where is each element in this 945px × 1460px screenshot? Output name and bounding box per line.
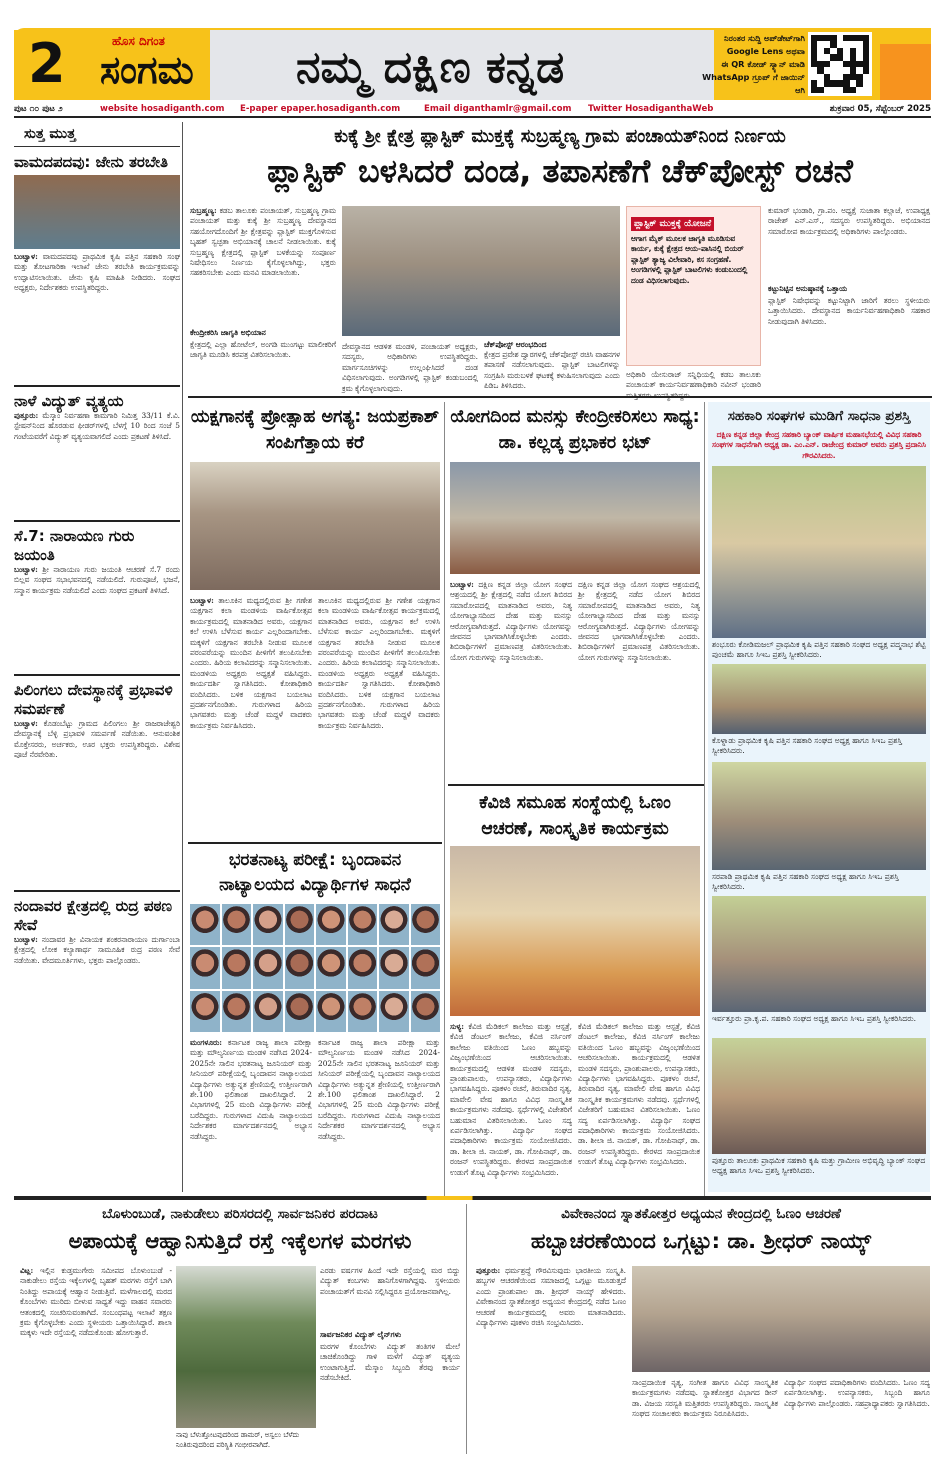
sidebar-label-text: ಸುತ್ತ ಮುತ್ತ bbox=[24, 126, 76, 142]
sidebar-rule bbox=[182, 122, 183, 1192]
bharata-photo-grid bbox=[190, 904, 440, 1032]
student-portrait bbox=[253, 904, 283, 945]
qr-caption-line4: WhatsApp ಗ್ರೂಪ್ ಗೆ ಜಾಯಿನ್ ಆಗಿ bbox=[702, 72, 805, 95]
onam-col2: ಕೆವಿಜಿ ಮೆಡಿಕಲ್ ಕಾಲೇಜು ಮತ್ತು ಆಸ್ಪತ್ರೆ, ಕೆವಿಜಿ ಡೆಂಟಲ್ ಕಾಲೇಜು, ಕೆವಿಜಿ ನರ್ಸಿಂಗ್ ಕಾಲೇಜು ವತಿಯಿಂದ ಓಣಂ ಹಬ್ಬವನ್ನು ವಿಜೃಂಭಣೆಯಿಂದ ಆಚರಿಸಲಾಯಿತು. ಕಾರ್ಯಕ್ರಮದಲ್ಲಿ ಆಡಳಿತ ಮಂಡಳಿ ಸದಸ್ಯರು, ಪ್ರಾಂಶುಪಾಲರು, ಉಪನ್ಯಾಸಕರು, ವಿದ್ಯಾರ್ಥಿಗಳು ಭಾಗವಹಿಸಿದ್ದರು. ಪೂಕಳಂ ರಚನೆ, ತಿರುವಾದಿರ ನೃತ್ಯ, ಮಾವೇಲಿ ವೇಷ ಹಾಗೂ ವಿವಿಧ ಸಾಂಸ್ಕೃತಿಕ ಕಾರ್ಯಕ್ರಮಗಳು ನಡೆದವು. ಸ್ಪರ್ಧೆಗಳಲ್ಲಿ ವಿಜೇತರಿಗೆ ಬಹುಮಾನ ವಿತರಿಸಲಾಯಿತು. ಓಣಂ ಸದ್ಯ ಏರ್ಪಡಿಸಲಾಗಿತ್ತು. ವಿದ್ಯಾರ್ಥಿ ಸಂಘದ ಪದಾಧಿಕಾರಿಗಳು ಕಾರ್ಯಕ್ರಮ ಸಂಯೋಜಿಸಿದರು. ಡಾ. ಶೀಲಾ ಜಿ. ನಾಯಕ್, ಡಾ. ಗೋಪಿನಾಥ್, ಡಾ. ರಂಜನ್ ಉಪಸ್ಥಿತರಿದ್ದರು. ಕೇರಳದ ಸಾಂಪ್ರದಾಯಿಕ ಉಡುಗೆ ತೊಟ್ಟ ವಿದ್ಯಾರ್ಥಿಗಳು ಸಂಭ್ರಮಿಸಿದರು. bbox=[578, 1022, 700, 1167]
student-portrait bbox=[411, 991, 441, 1032]
trees-dateline: ವಿಟ್ಲ: bbox=[20, 1266, 34, 1275]
info-website[interactable]: website hosadiganth.com bbox=[100, 104, 225, 114]
qr-caption bbox=[690, 32, 805, 97]
student-portrait bbox=[411, 904, 441, 945]
divider bbox=[14, 385, 180, 387]
coop-subhead: ದಕ್ಷಿಣ ಕನ್ನಡ ಜಿಲ್ಲಾ ಕೇಂದ್ರ ಸಹಕಾರಿ ಬ್ಯಾಂಕ್ ವಾರ್ಷಿಕ ಮಹಾಸಭೆಯಲ್ಲಿ ವಿವಿಧ ಸಹಕಾರಿ ಸಂಘಗಳ ಸಾಧನೆಗಾಗಿ ಅಧ್ಯಕ್ಷ ಡಾ. ಎಂ.ಎನ್. ರಾಜೇಂದ್ರ ಕುಮಾರ್ ಅವರು ಪ್ರಶಸ್ತಿ ಪ್ರದಾನಿಸಿ ಗೌರವಿಸಿದರು. bbox=[712, 430, 926, 460]
student-portrait bbox=[348, 991, 378, 1032]
bharata-dateline: ಮಂಗಳೂರು: bbox=[190, 1038, 223, 1047]
section-title: ನಮ್ಮ ದಕ್ಷಿಣ ಕನ್ನಡ bbox=[296, 42, 565, 93]
info-epaper[interactable]: E-paper epaper.hosadiganth.com bbox=[240, 104, 401, 114]
box-text: ಆಗಾಗ ಮೈಕ್ ಮೂಲಕ ಜಾಗೃತಿ ಮೂಡಿಸುವ ಕಾರ್ಯ, ಕುಕ್ಕೆ ಕ್ಷೇತ್ರದ ಆಯ-ಪಾಸಿನಲ್ಲಿ ಬಿಯರ್ ಪ್ಲಾಸ್ಟಿಕ್ ತ್ಯಾಜ್ಯ ವಿಲೇವಾರಿ, ಕಸ ಸಂಗ್ರಹಣೆ. ಅಂಗಡಿಗಳಲ್ಲಿ ಪ್ಲಾಸ್ಟಿಕ್ ಬಾಟಲಿಗಳು ಕಂಡುಬಂದಲ್ಲಿ ದಂಡ ವಿಧಿಸಲಾಗುವುದು. bbox=[631, 234, 748, 285]
sidebar-item bbox=[14, 392, 180, 515]
sidebar-item-body bbox=[14, 935, 180, 1085]
sidebar-item-heading: ಪಿಲಿಂಗಲು ದೇವಸ್ಥಾನಕ್ಕೆ ಪ್ರಭಾವಳಿ ಸಮರ್ಪಣೆ bbox=[14, 681, 173, 718]
sidebar-item-body bbox=[14, 565, 180, 669]
sidebar-item-heading: ವಾಮದಪದವು: ಜೇನು ತರಬೇತಿ bbox=[14, 153, 168, 171]
sidebar-item-lead: ಬಂಟ್ವಾಳ: bbox=[14, 935, 38, 944]
lead-subhead1: ಕೇಂದ್ರೀಕರಿಸಿ ಜಾಗೃತಿ ಅಭಿಯಾನ bbox=[190, 328, 266, 337]
info-twitter[interactable]: Twitter HosadiganthaWeb bbox=[588, 104, 714, 114]
viv-col3: ವಿದ್ಯಾರ್ಥಿ ಸಂಘದ ಪದಾಧಿಕಾರಿಗಳು ವಂದಿಸಿದರು. ಓಣಂ ಸದ್ಯ ಏರ್ಪಡಿಸಲಾಗಿತ್ತು. ಉಪನ್ಯಾಸಕರು, ಸಿಬ್ಬಂದಿ ಹಾಗೂ ವಿದ್ಯಾರ್ಥಿಗಳು ಪಾಲ್ಗೊಂಡರು. ಸಹಪ್ರಾಧ್ಯಾಪಕರು ಸ್ವಾಗತಿಸಿದರು. bbox=[784, 1378, 930, 1408]
coop-headline: ಸಹಕಾರಿ ಸಂಘಗಳ ಮುಡಿಗೆ ಸಾಧನಾ ಪ್ರಶಸ್ತಿ bbox=[727, 408, 911, 424]
trees-kicker: ಬೊಳುಂಬುಡೆ, ನಾಕುಡೇಲು ಪರಿಸರದಲ್ಲಿ ಸಾರ್ವಜನಿಕರ ಪರದಾಟ bbox=[102, 1206, 378, 1222]
coop-photo-2 bbox=[712, 664, 926, 734]
yaksha-photo bbox=[190, 462, 440, 590]
orange-corner-block bbox=[880, 44, 931, 100]
sidebar-item-text: ಮೆಸ್ಕಾಂ ನಿರ್ವಹಣಾ ಕಾಮಗಾರಿ ನಿಮಿತ್ತ 33/11 ಕೆ.ವಿ. ಸ್ಟೇಷನ್‌ನಿಂದ ಹೊರಡುವ ಫೀಡರ್‌ಗಳಲ್ಲಿ ಬೆಳಗ್ಗೆ 10 ರಿಂದ ಸಂಜೆ 5 ಗಂಟೆಯವರೆಗೆ ವಿದ್ಯುತ್ ವ್ಯತ್ಯಯವಾಗಲಿದೆ ಎಂದು ಪ್ರಕಟಣೆ ತಿಳಿಸಿದೆ. bbox=[14, 411, 180, 441]
sidebar-item-text: ಶ್ರೀ ನಾರಾಯಣ ಗುರು ಜಯಂತಿ ಆಚರಣೆ ಸೆ.7 ರಂದು ಬಿಲ್ಲವ ಸಂಘದ ಸಭಾಭವನದಲ್ಲಿ ನಡೆಯಲಿದೆ. ಗುರುಪೂಜೆ, ಭಜನೆ, ಸನ್ಮಾನ ಕಾರ್ಯಕ್ರಮ ನಡೆಯಲಿದೆ ಎಂದು ಸಂಘದ ಪ್ರಕಟಣೆ ತಿಳಿಸಿದೆ. bbox=[14, 565, 180, 595]
coop-photo-1 bbox=[712, 466, 926, 638]
coop-caption-5: ಪುತ್ತೂರು ತಾಲೂಕು ಪ್ರಾಥಮಿಕ ಸಹಕಾರಿ ಕೃಷಿ ಮತ್ತು ಗ್ರಾಮೀಣ ಅಭಿವೃದ್ಧಿ ಬ್ಯಾಂಕ್ ಸಂಘದ ಅಧ್ಯಕ್ಷ ಹಾಗೂ ಸಿಇಒ ಪ್ರಶಸ್ತಿ ಸ್ವೀಕರಿಸಿದರು. bbox=[712, 1156, 926, 1176]
yoga-col2: ದಕ್ಷಿಣ ಕನ್ನಡ ಜಿಲ್ಲಾ ಯೋಗ ಸಂಘದ ಆಶ್ರಯದಲ್ಲಿ ಶ್ರೀ ಕ್ಷೇತ್ರದಲ್ಲಿ ನಡೆದ ಯೋಗ ಶಿಬಿರದ ಸಮಾರೋಪದಲ್ಲಿ ಮಾತನಾಡಿದ ಅವರು, ನಿತ್ಯ ಯೋಗಾಭ್ಯಾಸದಿಂದ ದೇಹ ಮತ್ತು ಮನಸ್ಸು ಆರೋಗ್ಯವಾಗಿರುತ್ತದೆ. ವಿದ್ಯಾರ್ಥಿಗಳು ಯೋಗವನ್ನು ಜೀವನದ ಭಾಗವಾಗಿಸಿಕೊಳ್ಳಬೇಕು ಎಂದರು. ಶಿಬಿರಾರ್ಥಿಗಳಿಗೆ ಪ್ರಮಾಣಪತ್ರ ವಿತರಿಸಲಾಯಿತು. ಯೋಗ ಗುರುಗಳನ್ನು ಸನ್ಮಾನಿಸಲಾಯಿತು. bbox=[578, 580, 700, 662]
sidebar-item bbox=[14, 681, 180, 885]
lead-photo bbox=[342, 206, 620, 336]
sidebar-item-text: ನಂದಾವರ ಶ್ರೀ ವಿನಾಯಕ ಶಂಕರನಾರಾಯಣ ದುರ್ಗಾಂಬಾ ಕ್ಷೇತ್ರದಲ್ಲಿ ಲೋಕ ಕಲ್ಯಾಣಾರ್ಥ ಸಾಮೂಹಿಕ ರುದ್ರ ಪಠಣ ಸೇವೆ ನಡೆಯಿತು. ವೇದಮೂರ್ತಿಗಳು, ಭಕ್ತರು ಪಾಲ್ಗೊಂಡರು. bbox=[14, 935, 180, 965]
sidebar-item bbox=[14, 153, 180, 380]
bharata-headline: ಭರತನಾಟ್ಯ ಪರೀಕ್ಷೆ: ಬೃಂದಾವನ ನಾಟ್ಯಾಲಯದ ವಿದ್ಯಾರ್ಥಿಗಳ ಸಾಧನೆ bbox=[219, 850, 411, 895]
sidebar-item-heading: ಸೆ.7: ನಾರಾಯಣ ಗುರು ಜಯಂತಿ bbox=[14, 527, 135, 564]
student-portrait bbox=[411, 947, 441, 988]
trees-col1 bbox=[20, 1266, 172, 1452]
lead-col5: ಕುಮಾರ್ ಭಂಡಾರಿ, ಗ್ರಾ.ಪಂ. ಅಧ್ಯಕ್ಷೆ ಸುಜಾತಾ ಕಲ್ಲಾಜೆ, ಉಪಾಧ್ಯಕ್ಷ ರಾಜೇಶ್ ಎನ್.ಎಸ್., ಸದಸ್ಯರು ಉಪಸ್ಥಿತರಿದ್ದರು. ಅಭಿಯಾನದ ಸಮಾರೋಪ ಕಾರ್ಯಕ್ರಮದಲ್ಲಿ ಅಧಿಕಾರಿಗಳು ಪಾಲ್ಗೊಂಡರು. bbox=[768, 206, 930, 236]
sidebar-item-text: ವಾಮದಪದವು ಪ್ರಾಥಮಿಕ ಕೃಷಿ ಪತ್ತಿನ ಸಹಕಾರಿ ಸಂಘ ಮತ್ತು ತೋಟಗಾರಿಕಾ ಇಲಾಖೆ ಜೇನು ತರಬೇತಿ ಕಾರ್ಯಕ್ರಮವನ್ನು ಉದ್ಘಾಟಿಸಲಾಯಿತು. ಜೇನು ಕೃಷಿ ಮಾಹಿತಿ ನೀಡಿದರು. ಸಂಘದ ಅಧ್ಯಕ್ಷರು, ನಿರ್ದೇಶಕರು ಉಪಸ್ಥಿತರಿದ್ದರು. bbox=[14, 252, 180, 293]
student-portrait bbox=[222, 947, 252, 988]
viv-text: ಧರ್ಮಶ್ರದ್ಧೆ ಗೌರವಿಸುವುದು ಭಾರತೀಯ ಸಂಸ್ಕೃತಿ. ಹಬ್ಬಗಳ ಆಚರಣೆಯಿಂದ ಸಮಾಜದಲ್ಲಿ ಒಗ್ಗಟ್ಟು ಮೂಡುತ್ತದೆ ಎಂದು ಪ್ರಾಂಶುಪಾಲ ಡಾ. ಶ್ರೀಧರ್ ನಾಯ್ಕ್ ಹೇಳಿದರು. ವಿವೇಕಾನಂದ ಸ್ನಾತಕೋತ್ತರ ಅಧ್ಯಯನ ಕೇಂದ್ರದಲ್ಲಿ ನಡೆದ ಓಣಂ ಆಚರಣೆ ಕಾರ್ಯಕ್ರಮದಲ್ಲಿ ಅವರು ಮಾತನಾಡಿದರು. ವಿದ್ಯಾರ್ಥಿಗಳು ಪೂಕಳಂ ರಚಿಸಿ ಸಂಭ್ರಮಿಸಿದರು. bbox=[476, 1266, 627, 1328]
page-number: 2 bbox=[28, 32, 66, 95]
yoga-headline: ಯೋಗದಿಂದ ಮನಸ್ಸು ಕೇಂದ್ರೀಕರಿಸಲು ಸಾಧ್ಯ: ಡಾ. ಕಲ್ಲಡ್ಕ ಪ್ರಭಾಕರ ಭಟ್ bbox=[450, 407, 700, 453]
info-email[interactable]: Email diganthamlr@gmail.com bbox=[424, 104, 572, 114]
trees-text: ಇಲ್ಲಿನ ಕುಡ್ತಮುಗೇರು ಸಮೀಪದ ಬೊಳುಂಬುಡೆ - ನಾಕುಡೇಲು ರಸ್ತೆಯ ಇಕ್ಕೆಲಗಳಲ್ಲಿ ಬೃಹತ್ ಮರಗಳು ರಸ್ತೆಗೆ ಬಾಗಿ ನಿಂತಿದ್ದು ಅಪಾಯಕ್ಕೆ ಆಹ್ವಾನ ನೀಡುತ್ತಿವೆ. ಮಳೆಗಾಲದಲ್ಲಿ ಮರದ ಕೊಂಬೆಗಳು ಮುರಿದು ಬೀಳುವ ಸಾಧ್ಯತೆ ಇದ್ದು ವಾಹನ ಸವಾರರು ಆತಂಕದಲ್ಲಿ ಸಂಚರಿಸುವಂತಾಗಿದೆ. ಸಂಬಂಧಪಟ್ಟ ಇಲಾಖೆ ತಕ್ಷಣ ಕ್ರಮ ಕೈಗೊಳ್ಳಬೇಕು ಎಂದು ಸ್ಥಳೀಯರು ಒತ್ತಾಯಿಸಿದ್ದಾರೆ. ಶಾಲಾ ಮಕ್ಕಳು ಇದೇ ರಸ್ತೆಯಲ್ಲಿ ನಡೆದುಕೊಂಡು ಹೋಗುತ್ತಾರೆ. bbox=[20, 1266, 172, 1338]
lead-col5b: ಪ್ಲಾಸ್ಟಿಕ್ ನಿಷೇಧವನ್ನು ಕಟ್ಟುನಿಟ್ಟಾಗಿ ಜಾರಿಗೆ ತರಲು ಸ್ಥಳೀಯರು ಒತ್ತಾಯಿಸಿದರು. ದೇವಸ್ಥಾನದ ಕಾರ್ಯನಿರ್ವಹಣಾಧಿಕಾರಿ ಸಹಕಾರ ನೀಡುವುದಾಗಿ ತಿಳಿಸಿದರು. bbox=[768, 296, 930, 326]
lead-dateline: ಸುಬ್ರಹ್ಮಣ್ಯ: bbox=[190, 206, 217, 215]
lead-col1b: ಕ್ಷೇತ್ರದಲ್ಲಿ ಎಲ್ಲಾ ಹೋಟೆಲ್, ಅಂಗಡಿ ಮುಂಗಟ್ಟು ಮಾಲೀಕರಿಗೆ ಜಾಗೃತಿ ಮೂಡಿಸಿ ಕರಪತ್ರ ವಿತರಿಸಲಾಯಿತು. bbox=[190, 340, 336, 360]
info-date: ಶುಕ್ರವಾರ 05, ಸೆಪ್ಟೆಂಬರ್ 2025 bbox=[829, 104, 931, 114]
student-portrait bbox=[316, 904, 346, 945]
bharata-col2: ಕರ್ನಾಟಕ ರಾಜ್ಯ ಶಾಲಾ ಪರೀಕ್ಷಾ ಮತ್ತು ಮೌಲ್ಯನಿರ್ಣಯ ಮಂಡಳಿ ನಡೆಸಿದ 2024-2025ನೇ ಸಾಲಿನ ಭರತನಾಟ್ಯ ಜೂನಿಯರ್ ಮತ್ತು ಸೀನಿಯರ್ ಪರೀಕ್ಷೆಯಲ್ಲಿ ಬೃಂದಾವನ ನಾಟ್ಯಾಲಯದ ವಿದ್ಯಾರ್ಥಿಗಳು ಅತ್ಯುನ್ನತ ಶ್ರೇಣಿಯಲ್ಲಿ ಉತ್ತೀರ್ಣರಾಗಿ ಶೇ.100 ಫಲಿತಾಂಶ ದಾಖಲಿಸಿದ್ದಾರೆ. 2 ವಿಭಾಗಗಳಲ್ಲಿ 25 ಮಂದಿ ವಿದ್ಯಾರ್ಥಿಗಳು ಪರೀಕ್ಷೆ ಬರೆದಿದ್ದರು. ಗುರುಗಳಾದ ವಿದುಷಿ ನಾಟ್ಯಾಲಯದ ನಿರ್ದೇಶಕರ ಮಾರ್ಗದರ್ಶನದಲ್ಲಿ ಅಭ್ಯಾಸ ನಡೆಸಿದ್ದರು. bbox=[318, 1038, 440, 1141]
viv-col1 bbox=[476, 1266, 626, 1452]
yoga-dateline: ಬಂಟ್ವಾಳ: bbox=[450, 580, 474, 589]
qr-code[interactable] bbox=[808, 32, 872, 96]
sidebar-item-lead: ಬಂಟ್ವಾಳ: bbox=[14, 252, 38, 261]
viv-headline: ಹಬ್ಬಾಚರಣೆಯಿಂದ ಒಗ್ಗಟ್ಟು: ಡಾ. ಶ್ರೀಧರ್ ನಾಯ್ಕ್ bbox=[530, 1229, 872, 1253]
sidebar-item-body bbox=[14, 719, 180, 885]
info-bar bbox=[14, 100, 931, 118]
lead-col1 bbox=[190, 206, 336, 326]
student-portrait bbox=[316, 991, 346, 1032]
lead-headline: ಪ್ಲಾಸ್ಟಿಕ್ ಬಳಸಿದರೆ ದಂಡ, ತಪಾಸಣೆಗೆ ಚೆಕ್‌ಪೋಸ್ಟ್ ರಚನೆ bbox=[267, 152, 853, 190]
sidebar-item bbox=[14, 897, 180, 1085]
student-portrait bbox=[253, 947, 283, 988]
lead-col1-text: ಕಡಬ ತಾಲೂಕು ಪಂಚಾಯತ್, ಸುಬ್ರಹ್ಮಣ್ಯ ಗ್ರಾಮ ಪಂಚಾಯತ್ ಮತ್ತು ಕುಕ್ಕೆ ಶ್ರೀ ಸುಬ್ರಹ್ಮಣ್ಯ ದೇವಸ್ಥಾನದ ಸಹಯೋಗದೊಂದಿಗೆ ಶ್ರೀ ಕ್ಷೇತ್ರವನ್ನು ಪ್ಲಾಸ್ಟಿಕ್ ಮುಕ್ತಗೊಳಿಸುವ ಬೃಹತ್ ಸ್ವಚ್ಛತಾ ಅಭಿಯಾನಕ್ಕೆ ಚಾಲನೆ ನೀಡಲಾಯಿತು. ಕುಕ್ಕೆ ಸುಬ್ರಹ್ಮಣ್ಯ ಕ್ಷೇತ್ರದಲ್ಲಿ ಪ್ಲಾಸ್ಟಿಕ್ ಬಳಕೆಯನ್ನು ಸಂಪೂರ್ಣ ನಿಷೇಧಿಸಲು ನಿರ್ಣಯ ಕೈಗೊಳ್ಳಲಾಗಿದ್ದು, ಭಕ್ತರು ಸಹಕರಿಸಬೇಕು ಎಂದು ಮನವಿ ಮಾಡಲಾಯಿತು. bbox=[190, 206, 336, 278]
student-portrait bbox=[190, 904, 220, 945]
sidebar-item-heading: ನಂದಾವರ ಕ್ಷೇತ್ರದಲ್ಲಿ ರುದ್ರ ಪಠಣ ಸೇವೆ bbox=[14, 897, 173, 934]
box-title: ಪ್ಲಾಸ್ಟಿಕ್ ಮುಕ್ತಕ್ಕೆ ಯೋಜನೆ bbox=[631, 217, 714, 231]
coop-caption-1: ಶಂಭೂರು ಕೋಡಿಮಜಲ್ ಪ್ರಾಥಮಿಕ ಕೃಷಿ ಪತ್ತಿನ ಸಹಕಾರಿ ಸಂಘದ ಅಧ್ಯಕ್ಷ ಪದ್ಮನಾಭ ಶೆಟ್ಟಿ ಪುಂಚಮೆ ಹಾಗೂ ಸಿಇಒ ಪ್ರಶಸ್ತಿ ಸ್ವೀಕರಿಸಿದರು. bbox=[712, 640, 926, 660]
trees-photo bbox=[176, 1266, 316, 1428]
student-portrait bbox=[285, 904, 315, 945]
yaksha-col1 bbox=[190, 596, 312, 836]
plastic-plan-box bbox=[626, 206, 761, 366]
yoga-col1 bbox=[450, 580, 572, 780]
yoga-text: ದಕ್ಷಿಣ ಕನ್ನಡ ಜಿಲ್ಲಾ ಯೋಗ ಸಂಘದ ಆಶ್ರಯದಲ್ಲಿ ಶ್ರೀ ಕ್ಷೇತ್ರದಲ್ಲಿ ನಡೆದ ಯೋಗ ಶಿಬಿರದ ಸಮಾರೋಪದಲ್ಲಿ ಮಾತನಾಡಿದ ಅವರು, ನಿತ್ಯ ಯೋಗಾಭ್ಯಾಸದಿಂದ ದೇಹ ಮತ್ತು ಮನಸ್ಸು ಆರೋಗ್ಯವಾಗಿರುತ್ತದೆ. ವಿದ್ಯಾರ್ಥಿಗಳು ಯೋಗವನ್ನು ಜೀವನದ ಭಾಗವಾಗಿಸಿಕೊಳ್ಳಬೇಕು ಎಂದರು. ಶಿಬಿರಾರ್ಥಿಗಳಿಗೆ ಪ್ರಮಾಣಪತ್ರ ವಿತರಿಸಲಾಯಿತು. ಯೋಗ ಗುರುಗಳನ್ನು ಸನ್ಮಾನಿಸಲಾಯಿತು. bbox=[450, 580, 572, 662]
lead-subhead2: ಚೆಕ್‌ಪೋಸ್ಟ್ ಆರಂಭದಿಂದ bbox=[484, 340, 547, 349]
sidebar-item-lead: ಬಂಟ್ವಾಳ: bbox=[14, 719, 38, 728]
trees-col3: ಎರಡು ವರ್ಷಗಳ ಹಿಂದೆ ಇದೇ ರಸ್ತೆಯಲ್ಲಿ ಮರ ಬಿದ್ದು ವಿದ್ಯುತ್ ಕಂಬಗಳು ಹಾನಿಗೊಳಗಾಗಿದ್ದವು. ಸ್ಥಳೀಯರು ಪಂಚಾಯತ್‌ಗೆ ಮನವಿ ಸಲ್ಲಿಸಿದ್ದರೂ ಪ್ರಯೋಜನವಾಗಿಲ್ಲ. bbox=[320, 1266, 460, 1296]
mid-rule-1 bbox=[444, 402, 445, 1196]
divider bbox=[14, 674, 180, 676]
divider bbox=[14, 520, 180, 522]
sidebar-item-heading: ನಾಳೆ ವಿದ್ಯುತ್ ವ್ಯತ್ಯಯ bbox=[14, 392, 124, 410]
honey-training-photo bbox=[14, 175, 180, 249]
yaksha-headline: ಯಕ್ಷಗಾನಕ್ಕೆ ಪ್ರೋತ್ಸಾಹ ಅಗತ್ಯ: ಜಯಪ್ರಕಾಶ್ ಸಂಪಿಗೆತ್ತಾಯ ಕರೆ bbox=[190, 407, 440, 453]
trees-subhead: ಸಾರ್ವಜನಿಕರ ವಿದ್ಯುತ್ ಲೈನ್‌ಗಳು bbox=[320, 1330, 402, 1339]
onam-headline: ಕೆವಿಜಿ ಸಮೂಹ ಸಂಸ್ಥೆಯಲ್ಲಿ ಓಣಂ ಆಚರಣೆ, ಸಾಂಸ್ಕೃತಿಕ ಕಾರ್ಯಕ್ರಮ bbox=[479, 793, 671, 839]
onam-dateline: ಸುಳ್ಯ: bbox=[450, 1022, 465, 1031]
student-portrait bbox=[379, 947, 409, 988]
yaksha-dateline: ಬಂಟ್ವಾಳ: bbox=[190, 596, 214, 605]
lead-footer: ಅಧಿಕಾರಿ ಯೇಸುರಾಜ್ ಸನ್ನಿಧಿಯಲ್ಲಿ ಕಡಬ ತಾಲೂಕು ಪಂಚಾಯತ್ ಕಾರ್ಯನಿರ್ವಹಣಾಧಿಕಾರಿ ನವೀನ್ ಭಂಡಾರಿ bbox=[626, 370, 761, 390]
yaksha-col2: ತಾಲೂಕಿನ ಮಧ್ಯದಲ್ಲಿರುವ ಶ್ರೀ ಗಣೇಶ ಯಕ್ಷಗಾನ ಕಲಾ ಮಂಡಳಿಯ ವಾರ್ಷಿಕೋತ್ಸವ ಕಾರ್ಯಕ್ರಮದಲ್ಲಿ ಮಾತನಾಡಿದ ಅವರು, ಯಕ್ಷಗಾನ ಕಲೆ ಉಳಿಸಿ ಬೆಳೆಸುವ ಕಾರ್ಯ ಎಲ್ಲರಿಂದಾಗಬೇಕು. ಮಕ್ಕಳಿಗೆ ಯಕ್ಷಗಾನ ತರಬೇತಿ ನೀಡುವ ಮೂಲಕ ಪರಂಪರೆಯನ್ನು ಮುಂದಿನ ಪೀಳಿಗೆಗೆ ತಲುಪಿಸಬೇಕು ಎಂದರು. ಹಿರಿಯ ಕಲಾವಿದರನ್ನು ಸನ್ಮಾನಿಸಲಾಯಿತು. ಮಂಡಳಿಯ ಅಧ್ಯಕ್ಷರು ಅಧ್ಯಕ್ಷತೆ ವಹಿಸಿದ್ದರು. ಕಾರ್ಯದರ್ಶಿ ಸ್ವಾಗತಿಸಿದರು. ಕೋಶಾಧಿಕಾರಿ ವಂದಿಸಿದರು. ಬಳಿಕ ಯಕ್ಷಗಾನ ಬಯಲಾಟ ಪ್ರದರ್ಶನಗೊಂಡಿತು. ಗುರುಗಳಾದ ಹಿರಿಯ ಭಾಗವತರು ಮತ್ತು ಚೆಂಡೆ ಮದ್ದಳೆ ವಾದಕರು ಕಾರ್ಯಕ್ರಮ ನಿರ್ವಹಿಸಿದರು. bbox=[318, 596, 440, 730]
bharata-top-rule bbox=[188, 842, 442, 844]
sidebar-item-text: ಕೊಡಂಬೆಟ್ಟು ಗ್ರಾಮದ ಪಿಲಿಂಗಲು ಶ್ರೀ ರಾಜರಾಜೇಶ್ವರಿ ದೇವಸ್ಥಾನಕ್ಕೆ ಬೆಳ್ಳಿ ಪ್ರಭಾವಳಿ ಸಮರ್ಪಣೆ ನಡೆಯಿತು. ಆನುವಂಶಿಕ ಮೊಕ್ತೇಸರರು, ಅರ್ಚಕರು, ಊರ ಭಕ್ತರು ಉಪಸ್ಥಿತರಿದ್ದರು. ವಿಶೇಷ ಪೂಜೆ ನೆರವೇರಿತು. bbox=[14, 719, 180, 760]
qr-caption-line3: ಈ QR ಕೋಡ್ ಸ್ಕ್ಯಾನ್ ಮಾಡಿ bbox=[721, 59, 805, 69]
student-portrait bbox=[253, 991, 283, 1032]
coop-caption-4: ಇರ್ವತ್ತೂರು ಪ್ರಾ.ಕೃ.ಪ. ಸಹಕಾರಿ ಸಂಘದ ಅಧ್ಯಕ್ಷ ಹಾಗೂ ಸಿಇಒ ಪ್ರಶಸ್ತಿ ಸ್ವೀಕರಿಸಿದರು. bbox=[712, 1014, 917, 1023]
student-portrait bbox=[285, 991, 315, 1032]
onam-col1 bbox=[450, 1022, 572, 1192]
trees-headline: ಅಪಾಯಕ್ಕೆ ಆಹ್ವಾನಿಸುತ್ತಿದೆ ರಸ್ತೆ ಇಕ್ಕೆಲಗಳ ಮರಗಳು bbox=[68, 1229, 412, 1253]
sidebar-item bbox=[14, 527, 180, 669]
qr-caption-line2: Google Lens ಅಥವಾ bbox=[726, 46, 805, 56]
yaksha-text: ತಾಲೂಕಿನ ಮಧ್ಯದಲ್ಲಿರುವ ಶ್ರೀ ಗಣೇಶ ಯಕ್ಷಗಾನ ಕಲಾ ಮಂಡಳಿಯ ವಾರ್ಷಿಕೋತ್ಸವ ಕಾರ್ಯಕ್ರಮದಲ್ಲಿ ಮಾತನಾಡಿದ ಅವರು, ಯಕ್ಷಗಾನ ಕಲೆ ಉಳಿಸಿ ಬೆಳೆಸುವ ಕಾರ್ಯ ಎಲ್ಲರಿಂದಾಗಬೇಕು. ಮಕ್ಕಳಿಗೆ ಯಕ್ಷಗಾನ ತರಬೇತಿ ನೀಡುವ ಮೂಲಕ ಪರಂಪರೆಯನ್ನು ಮುಂದಿನ ಪೀಳಿಗೆಗೆ ತಲುಪಿಸಬೇಕು ಎಂದರು. ಹಿರಿಯ ಕಲಾವಿದರನ್ನು ಸನ್ಮಾನಿಸಲಾಯಿತು. ಮಂಡಳಿಯ ಅಧ್ಯಕ್ಷರು ಅಧ್ಯಕ್ಷತೆ ವಹಿಸಿದ್ದರು. ಕಾರ್ಯದರ್ಶಿ ಸ್ವಾಗತಿಸಿದರು. ಕೋಶಾಧಿಕಾರಿ ವಂದಿಸಿದರು. ಬಳಿಕ ಯಕ್ಷಗಾನ ಬಯಲಾಟ ಪ್ರದರ್ಶನಗೊಂಡಿತು. ಗುರುಗಳಾದ ಹಿರಿಯ ಭಾಗವತರು ಮತ್ತು ಚೆಂಡೆ ಮದ್ದಳೆ ವಾದಕರು ಕಾರ್ಯಕ್ರಮ ನಿರ್ವಹಿಸಿದರು. bbox=[190, 596, 312, 730]
onam-text: ಕೆವಿಜಿ ಮೆಡಿಕಲ್ ಕಾಲೇಜು ಮತ್ತು ಆಸ್ಪತ್ರೆ, ಕೆವಿಜಿ ಡೆಂಟಲ್ ಕಾಲೇಜು, ಕೆವಿಜಿ ನರ್ಸಿಂಗ್ ಕಾಲೇಜು ವತಿಯಿಂದ ಓಣಂ ಹಬ್ಬವನ್ನು ವಿಜೃಂಭಣೆಯಿಂದ ಆಚರಿಸಲಾಯಿತು. ಕಾರ್ಯಕ್ರಮದಲ್ಲಿ ಆಡಳಿತ ಮಂಡಳಿ ಸದಸ್ಯರು, ಪ್ರಾಂಶುಪಾಲರು, ಉಪನ್ಯಾಸಕರು, ವಿದ್ಯಾರ್ಥಿಗಳು ಭಾಗವಹಿಸಿದ್ದರು. ಪೂಕಳಂ ರಚನೆ, ತಿರುವಾದಿರ ನೃತ್ಯ, ಮಾವೇಲಿ ವೇಷ ಹಾಗೂ ವಿವಿಧ ಸಾಂಸ್ಕೃತಿಕ ಕಾರ್ಯಕ್ರಮಗಳು ನಡೆದವು. ಸ್ಪರ್ಧೆಗಳಲ್ಲಿ ವಿಜೇತರಿಗೆ ಬಹುಮಾನ ವಿತರಿಸಲಾಯಿತು. ಓಣಂ ಸದ್ಯ ಏರ್ಪಡಿಸಲಾಗಿತ್ತು. ವಿದ್ಯಾರ್ಥಿ ಸಂಘದ ಪದಾಧಿಕಾರಿಗಳು ಕಾರ್ಯಕ್ರಮ ಸಂಯೋಜಿಸಿದರು. ಡಾ. ಶೀಲಾ ಜಿ. ನಾಯಕ್, ಡಾ. ಗೋಪಿನಾಥ್, ಡಾ. ರಂಜನ್ ಉಪಸ್ಥಿತರಿದ್ದರು. ಕೇರಳದ ಸಾಂಪ್ರದಾಯಿಕ ಉಡುಗೆ ತೊಟ್ಟ ವಿದ್ಯಾರ್ಥಿಗಳು ಸಂಭ್ರಮಿಸಿದರು. bbox=[450, 1022, 572, 1177]
lead-bottom-rule bbox=[188, 396, 932, 398]
lead-kicker: ಕುಕ್ಕೆ ಶ್ರೀ ಕ್ಷೇತ್ರ ಪ್ಲಾಸ್ಟಿಕ್ ಮುಕ್ತಕ್ಕೆ ಸುಬ್ರಹ್ಮಣ್ಯ ಗ್ರಾಮ ಪಂಚಾಯತ್‌ನಿಂದ ನಿರ್ಣಯ bbox=[334, 126, 786, 147]
coop-caption-3: ಸರಪಾಡಿ ಪ್ರಾಥಮಿಕ ಕೃಷಿ ಪತ್ತಿನ ಸಹಕಾರಿ ಸಂಘದ ಅಧ್ಯಕ್ಷ ಹಾಗೂ ಸಿಇಒ ಪ್ರಶಸ್ತಿ ಸ್ವೀಕರಿಸಿದರು. bbox=[712, 872, 899, 892]
student-portrait bbox=[222, 991, 252, 1032]
coop-photo-3 bbox=[712, 762, 926, 870]
qr-module bbox=[863, 87, 869, 93]
student-portrait bbox=[316, 947, 346, 988]
student-portrait bbox=[285, 947, 315, 988]
student-portrait bbox=[348, 904, 378, 945]
sidebar bbox=[14, 122, 180, 1192]
viv-dateline: ಪುತ್ತೂರು: bbox=[476, 1266, 501, 1275]
bharata-col1 bbox=[190, 1038, 312, 1190]
student-portrait bbox=[222, 904, 252, 945]
bottom-mid-rule bbox=[466, 1204, 467, 1454]
sidebar-item-lead: ಬಂಟ್ವಾಳ: bbox=[14, 565, 38, 574]
coop-caption-2: ಕೊಳ್ನಾಡು ಪ್ರಾಥಮಿಕ ಕೃಷಿ ಪತ್ತಿನ ಸಹಕಾರಿ ಸಂಘದ ಅಧ್ಯಕ್ಷ ಹಾಗೂ ಸಿಇಒ ಪ್ರಶಸ್ತಿ ಸ್ವೀಕರಿಸಿದರು. bbox=[712, 736, 903, 756]
coop-photo-4 bbox=[712, 896, 926, 1012]
trees-col3b: ಮರಗಳ ಕೊಂಬೆಗಳು ವಿದ್ಯುತ್ ತಂತಿಗಳ ಮೇಲೆ ಚಾಚಿಕೊಂಡಿದ್ದು ಗಾಳಿ ಮಳೆಗೆ ವಿದ್ಯುತ್ ವ್ಯತ್ಯಯ ಉಂಟಾಗುತ್ತಿದೆ. ಮೆಸ್ಕಾಂ ಸಿಬ್ಬಂದಿ ತೆರವು ಕಾರ್ಯ ನಡೆಸಬೇಕಿದೆ. bbox=[320, 1342, 460, 1383]
lead-subhead3: ಕಟ್ಟುನಿಟ್ಟಿನ ಅನುಷ್ಠಾನಕ್ಕೆ ಒತ್ತಾಯ bbox=[768, 284, 848, 293]
yoga-photo bbox=[450, 462, 700, 574]
student-portrait bbox=[348, 947, 378, 988]
divider bbox=[14, 890, 180, 892]
trees-photo-caption: ನಾವು ಬೆಳುತ್ತೋಟವುದರಿಂದ ಡಾಮರ್, ಅಸ್ವಲು ಬೆಳೆದು ನಿಂತಿರುವುದರಿಂದ ಪರಿಸ್ಥಿತಿ ಗಂಭೀರವಾಗಿದೆ. bbox=[176, 1431, 300, 1449]
student-portrait bbox=[190, 947, 220, 988]
sidebar-label bbox=[14, 122, 180, 147]
bottom-divider bbox=[14, 1196, 931, 1200]
lead-col2: ದೇವಸ್ಥಾನದ ಆಡಳಿತ ಮಂಡಳಿ, ಪಂಚಾಯತ್ ಅಧ್ಯಕ್ಷರು, ಸದಸ್ಯರು, ಅಧಿಕಾರಿಗಳು ಉಪಸ್ಥಿತರಿದ್ದರು. ಮಾರ್ಗಸೂಚಿಗಳನ್ನು ಉಲ್ಲಂಘಿಸಿದರೆ ದಂಡ ವಿಧಿಸಲಾಗುವುದು. ಅಂಗಡಿಗಳಲ್ಲಿ ಪ್ಲಾಸ್ಟಿಕ್ ಕಂಡುಬಂದಲ್ಲಿ ಕ್ರಮ ಕೈಗೊಳ್ಳಲಾಗುವುದು. bbox=[342, 342, 478, 393]
mid-rule-2 bbox=[704, 402, 705, 1196]
coop-photo-5 bbox=[712, 1038, 926, 1154]
sidebar-item-lead: ಪುತ್ತೂರು: bbox=[14, 411, 39, 420]
viv-photo bbox=[632, 1266, 930, 1372]
yoga-rule bbox=[448, 784, 704, 786]
info-pages: ಪುಟ ೧೦ ಪುಟ ೨ bbox=[14, 104, 63, 114]
sidebar-item-body bbox=[14, 252, 180, 380]
qr-caption-line1: ನಿರಂತರ ಸುದ್ದಿ ಅಪ್‌ಡೇಟ್‌ಗಾಗಿ bbox=[724, 33, 805, 43]
viv-col2: ಸಾಂಪ್ರದಾಯಿಕ ನೃತ್ಯ, ಸಂಗೀತ ಹಾಗೂ ವಿವಿಧ ಸಾಂಸ್ಕೃತಿಕ ಕಾರ್ಯಕ್ರಮಗಳು ನಡೆದವು. ಸ್ನಾತಕೋತ್ತರ ವಿಭಾಗದ ಡೀನ್ ಡಾ. ವಿಜಯ ಸರಸ್ವತಿ ಮತ್ತಿತರರು ಉಪಸ್ಥಿತರಿದ್ದರು. ಸಾಂಸ್ಕೃತಿಕ ಸಂಘದ ಸಂಚಾಲಕರು ಕಾರ್ಯಕ್ರಮ ನಿರೂಪಿಸಿದರು. bbox=[632, 1378, 778, 1419]
onam-photo bbox=[450, 846, 700, 1016]
lead-col3: ಕ್ಷೇತ್ರದ ಪ್ರವೇಶ ದ್ವಾರಗಳಲ್ಲಿ ಚೆಕ್‌ಪೋಸ್ಟ್ ರಚಿಸಿ ವಾಹನಗಳ ತಪಾಸಣೆ ನಡೆಸಲಾಗುವುದು. ಪ್ಲಾಸ್ಟಿಕ್ ಬಾಟಲಿಗಳನ್ನು ಸಂಗ್ರಹಿಸಿ ಮರುಬಳಕೆ ಘಟಕಕ್ಕೆ ಕಳುಹಿಸಲಾಗುವುದು ಎಂದು ಪಿಡಿಒ ತಿಳಿಸಿದರು. bbox=[484, 350, 620, 391]
viv-kicker: ವಿವೇಕಾನಂದ ಸ್ನಾತಕೋತ್ತರ ಅಧ್ಯಯನ ಕೇಂದ್ರದಲ್ಲಿ ಓಣಂ ಆಚರಣೆ bbox=[561, 1206, 841, 1222]
student-portrait bbox=[190, 991, 220, 1032]
sidebar-item-body bbox=[14, 411, 180, 515]
student-portrait bbox=[379, 904, 409, 945]
student-portrait bbox=[379, 991, 409, 1032]
bharata-text: ಕರ್ನಾಟಕ ರಾಜ್ಯ ಶಾಲಾ ಪರೀಕ್ಷಾ ಮತ್ತು ಮೌಲ್ಯನಿರ್ಣಯ ಮಂಡಳಿ ನಡೆಸಿದ 2024-2025ನೇ ಸಾಲಿನ ಭರತನಾಟ್ಯ ಜೂನಿಯರ್ ಮತ್ತು ಸೀನಿಯರ್ ಪರೀಕ್ಷೆಯಲ್ಲಿ ಬೃಂದಾವನ ನಾಟ್ಯಾಲಯದ ವಿದ್ಯಾರ್ಥಿಗಳು ಅತ್ಯುನ್ನತ ಶ್ರೇಣಿಯಲ್ಲಿ ಉತ್ತೀರ್ಣರಾಗಿ ಶೇ.100 ಫಲಿತಾಂಶ ದಾಖಲಿಸಿದ್ದಾರೆ. 2 ವಿಭಾಗಗಳಲ್ಲಿ 25 ಮಂದಿ ವಿದ್ಯಾರ್ಥಿಗಳು ಪರೀಕ್ಷೆ ಬರೆದಿದ್ದರು. ಗುರುಗಳಾದ ವಿದುಷಿ ನಾಟ್ಯಾಲಯದ ನಿರ್ದೇಶಕರ ಮಾರ್ಗದರ್ಶನದಲ್ಲಿ ಅಭ್ಯಾಸ ನಡೆಸಿದ್ದರು. bbox=[190, 1038, 312, 1141]
brand-small: ಹೊಸ ದಿಗಂತ bbox=[112, 34, 165, 48]
supplement-title: ಸಂಗಮ bbox=[100, 48, 194, 92]
